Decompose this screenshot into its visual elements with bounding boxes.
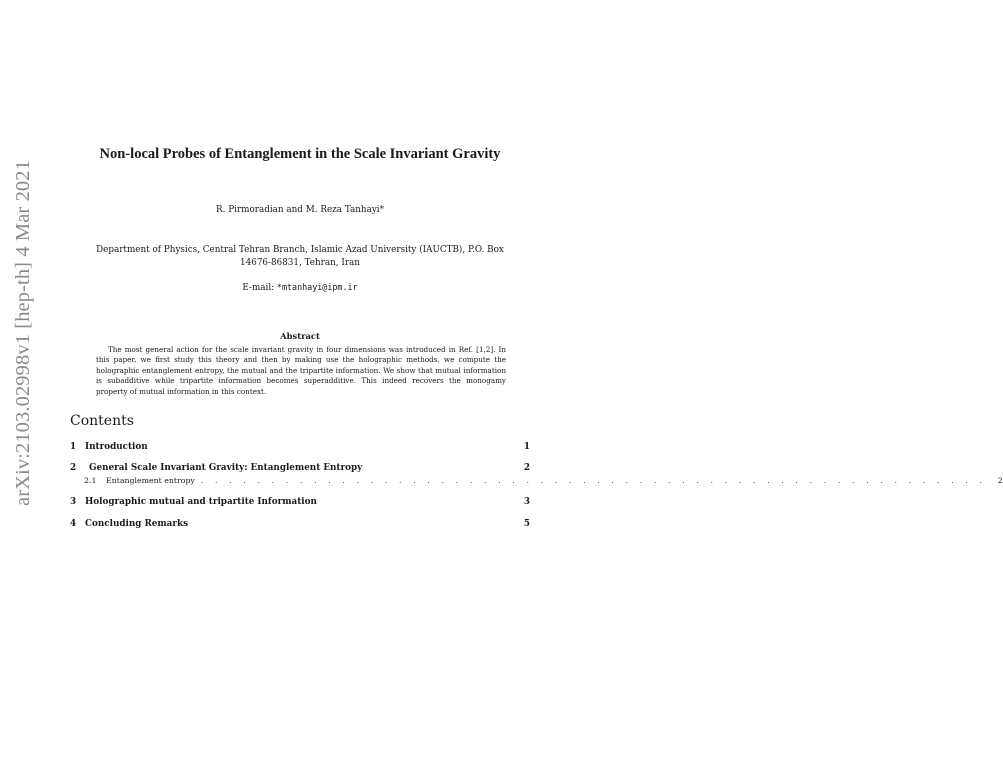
toc-page: 1 [523, 442, 530, 452]
contents-heading: Contents [70, 413, 134, 429]
toc-label: Concluding Remarks [85, 519, 189, 529]
abstract-body [96, 345, 506, 397]
paper-title: Non-local Probes of Entanglement in the Scale Invariant Gravity [99, 146, 501, 162]
toc-label: General Scale Invariant Gravity: Entanglement Entropy [89, 463, 363, 473]
authors: R. Pirmoradian and M. Reza Tanhayi* [215, 205, 385, 215]
toc-page: 2 [997, 476, 1003, 485]
toc-entry-introduction[interactable] [70, 442, 530, 452]
toc-page: 2 [523, 463, 530, 473]
email-line [60, 282, 540, 293]
toc-number: 3 [70, 497, 77, 507]
toc-page: 3 [523, 497, 530, 507]
toc-label: Introduction [85, 442, 148, 452]
toc-number: 2 [70, 463, 77, 473]
toc-leader-dots: . . . . . . . . . . . . . . . . . . . . . . . . . . . . . . . . . . . . . . . . . . . . . . . . . . . . . . . . [200, 476, 987, 485]
toc-entry-concluding-remarks[interactable] [70, 519, 530, 529]
affiliation-line: 14676-86831, Tehran, Iran [240, 257, 360, 268]
toc-number: 1 [70, 442, 77, 452]
toc-entry-mutual-tripartite-information[interactable] [70, 497, 530, 507]
toc-label: Holographic mutual and tripartite Information [85, 497, 317, 507]
affiliation [70, 244, 530, 269]
abstract-text: The most general action for the scale invariant gravity in four dimensions was introduced in Ref. [1,2]. In this paper, we first study this theory and then by making use the holographic methods, we compute the holographic entanglement entropy, the mutual and the tripartite information. We show that mutual information is subadditive while tripartite information becomes superadditive. This indeed recovers the monogamy property of mutual information in this context. [96, 345, 506, 396]
toc-page: 5 [523, 519, 530, 529]
toc-entry-scale-invariant-gravity[interactable] [70, 463, 530, 473]
arxiv-identifier: arXiv:2103.02998v1 [hep-th] 4 Mar 2021 [12, 160, 34, 506]
toc-number: 2.1 [84, 476, 97, 485]
email-label: E-mail: [242, 283, 275, 293]
toc-entry-entanglement-entropy[interactable] [84, 476, 1003, 485]
toc-number: 4 [70, 519, 77, 529]
abstract-heading: Abstract [280, 331, 320, 341]
affiliation-line: Department of Physics, Central Tehran Branch, Islamic Azad University (IAUCTB), P.O. Box [96, 245, 504, 255]
toc-label: Entanglement entropy [106, 476, 195, 485]
email-address[interactable]: *mtanhayi@ipm.ir [276, 282, 358, 292]
